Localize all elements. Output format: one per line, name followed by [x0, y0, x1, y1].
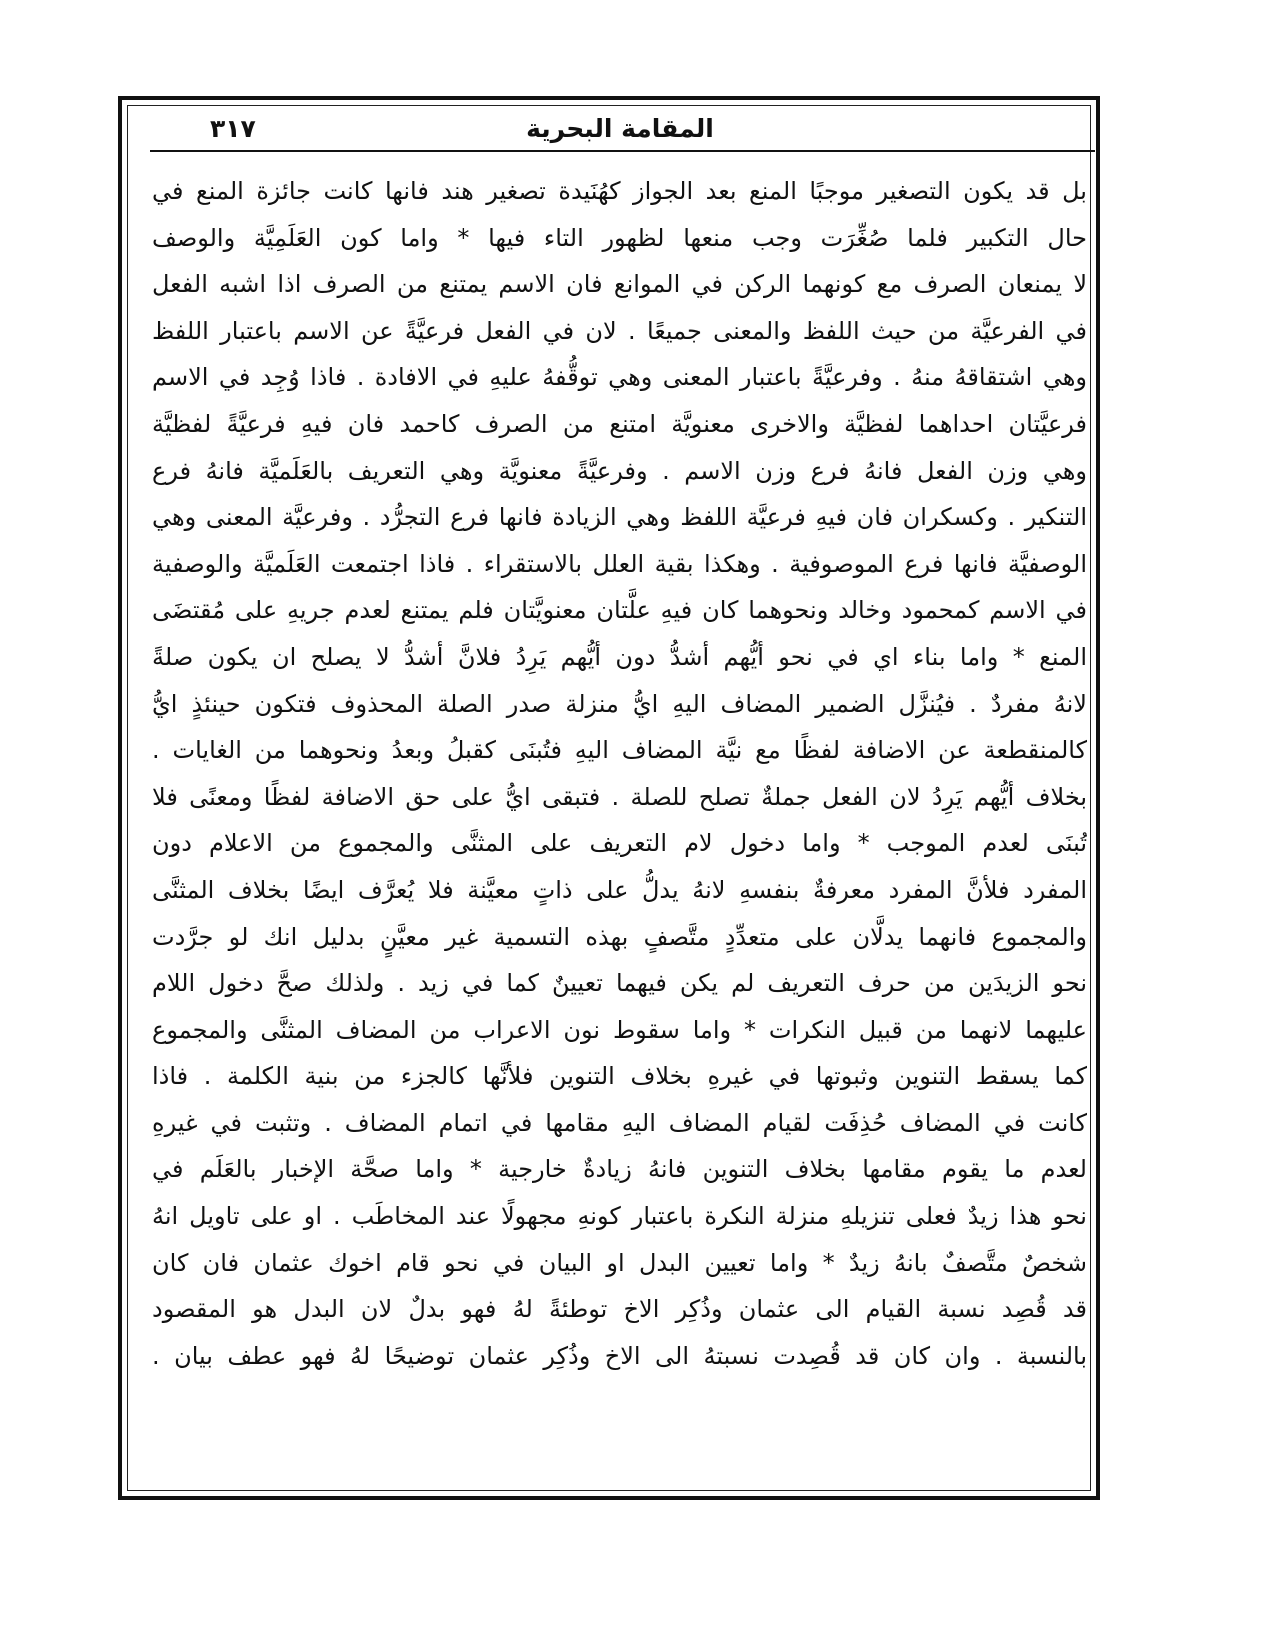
text-line: قد قُصِد نسبة القيام الى عثمان وذُكِر الاخ توطئةً لهُ فهو بدلٌ لان البدل هو المقصود — [152, 1295, 1087, 1324]
text-line: نحو الزيدَين من حرف التعريف لم يكن فيهما تعيينٌ كما في زيد . ولذلك صحَّ دخول اللام — [152, 969, 1087, 998]
text-line: الوصفيَّة فانها فرع الموصوفية . وهكذا بقية العلل بالاستقراء . فاذا اجتمعت العَلَميَّة والوصفية — [152, 549, 1087, 578]
text-line: المنع * واما بناء اي في نحو أيُّهم أشدُّ دون أيُّهم يَرِدُ فلانَّ أشدُّ لا يصلح ان يكون صلةً — [152, 642, 1087, 671]
text-line: وهي اشتقاقهُ منهُ . وفرعيَّةً باعتبار المعنى وهي توقُّفهُ عليهِ في الافادة . فاذا وُجِد في الاسم — [152, 363, 1087, 392]
text-line: والمجموع فانهما يدلَّان على متعدِّدٍ متَّصفٍ بهذه التسمية غير معيَّنٍ بدليل انك لو جرَّدت — [152, 922, 1087, 951]
text-line: بالنسبة . وان كان قد قُصِدت نسبتهُ الى الاخ وذُكِر عثمان توضيحًا لهُ فهو عطف بيان . — [152, 1341, 1087, 1370]
text-line: بخلاف أيُّهم يَرِدُ لان الفعل جملةٌ تصلح للصلة . فتبقى ايُّ على حق الاضافة لفظًا ومعنًى فلا — [152, 782, 1087, 811]
text-line: تُبنَى لعدم الموجب * واما دخول لام التعريف على المثنَّى والمجموع من الاعلام دون — [152, 829, 1087, 858]
text-line: فرعيَّتان احداهما لفظيَّة والاخرى معنويَّة امتنع من الصرف كاحمد فان فيهِ فرعيَّةً لفظيَّة — [152, 409, 1087, 438]
text-line: نحو هذا زيدٌ فعلى تنزيلهِ منزلة النكرة باعتبار كونهِ مجهولًا عند المخاطَب . او على تاويل انهُ — [152, 1202, 1087, 1231]
running-title: المقامة البحرية — [526, 114, 714, 143]
text-line: كما يسقط التنوين وثبوتها في غيرهِ بخلاف التنوين فلأنَّها كالجزء من بنية الكلمة . فاذا — [152, 1062, 1087, 1091]
page-number: ٣١٧ — [210, 114, 256, 143]
text-line: عليهما لانهما من قبيل النكرات * واما سقوط نون الاعراب من المضاف المثنَّى والمجموع — [152, 1015, 1087, 1044]
text-line: في الفرعيَّة من حيث اللفظ والمعنى جميعًا . لان في الفعل فرعيَّةً عن الاسم باعتبار اللفظ — [152, 316, 1087, 345]
text-line: شخصٌ متَّصفٌ بانهُ زيدٌ * واما تعيين البدل او البيان في نحو قام اخوك عثمان فان كان — [152, 1248, 1087, 1277]
page-header — [150, 112, 1090, 150]
body-text — [152, 168, 1087, 1379]
text-line: لانهُ مفردٌ . فيُنزَّل الضمير المضاف اليهِ ايُّ منزلة صدر الصلة المحذوف فتكون حينئذٍ ايُّ — [152, 689, 1087, 718]
text-line: لعدم ما يقوم مقامها بخلاف التنوين فانهُ زيادةٌ خارجية * واما صحَّة الإخبار بالعَلَم في — [152, 1155, 1087, 1184]
header-rule — [150, 150, 1095, 152]
text-line: لا يمنعان الصرف مع كونهما الركن في الموانع فان الاسم يمتنع من الصرف اذا اشبه الفعل — [152, 270, 1087, 299]
text-line: في الاسم كمحمود وخالد ونحوهما كان فيهِ علَّتان معنويَّتان فلم يمتنع لعدم جريهِ على مُقتضَى — [152, 596, 1087, 625]
text-line: بل قد يكون التصغير موجبًا المنع بعد الجواز كهُنَيدة تصغير هند فانها كانت جائزة المنع في — [152, 177, 1087, 205]
text-line: وهي وزن الفعل فانهُ فرع وزن الاسم . وفرعيَّةً معنويَّة وهي التعريف بالعَلَميَّة فانهُ فرع — [152, 456, 1087, 485]
text-line: كانت في المضاف حُذِفَت لقيام المضاف اليهِ مقامها في اتمام المضاف . وتثبت في غيرهِ — [152, 1108, 1087, 1137]
text-line: كالمنقطعة عن الاضافة لفظًا مع نيَّة المضاف اليهِ فتُبنَى كقبلُ وبعدُ ونحوهما من الغايات . — [152, 736, 1087, 765]
text-line: المفرد فلأنَّ المفرد معرفةٌ بنفسهِ لانهُ يدلُّ على ذاتٍ معيَّنة فلا يُعرَّف ايضًا بخلاف المثنَّى — [152, 875, 1087, 904]
text-line: التنكير . وكسكران فان فيهِ فرعيَّة اللفظ وهي الزيادة فانها فرع التجرُّد . وفرعيَّة المعنى وهي — [152, 503, 1087, 532]
text-line: حال التكبير فلما صُغِّرَت وجب منعها لظهور التاء فيها * واما كون العَلَمِيَّة والوصف — [152, 223, 1087, 252]
